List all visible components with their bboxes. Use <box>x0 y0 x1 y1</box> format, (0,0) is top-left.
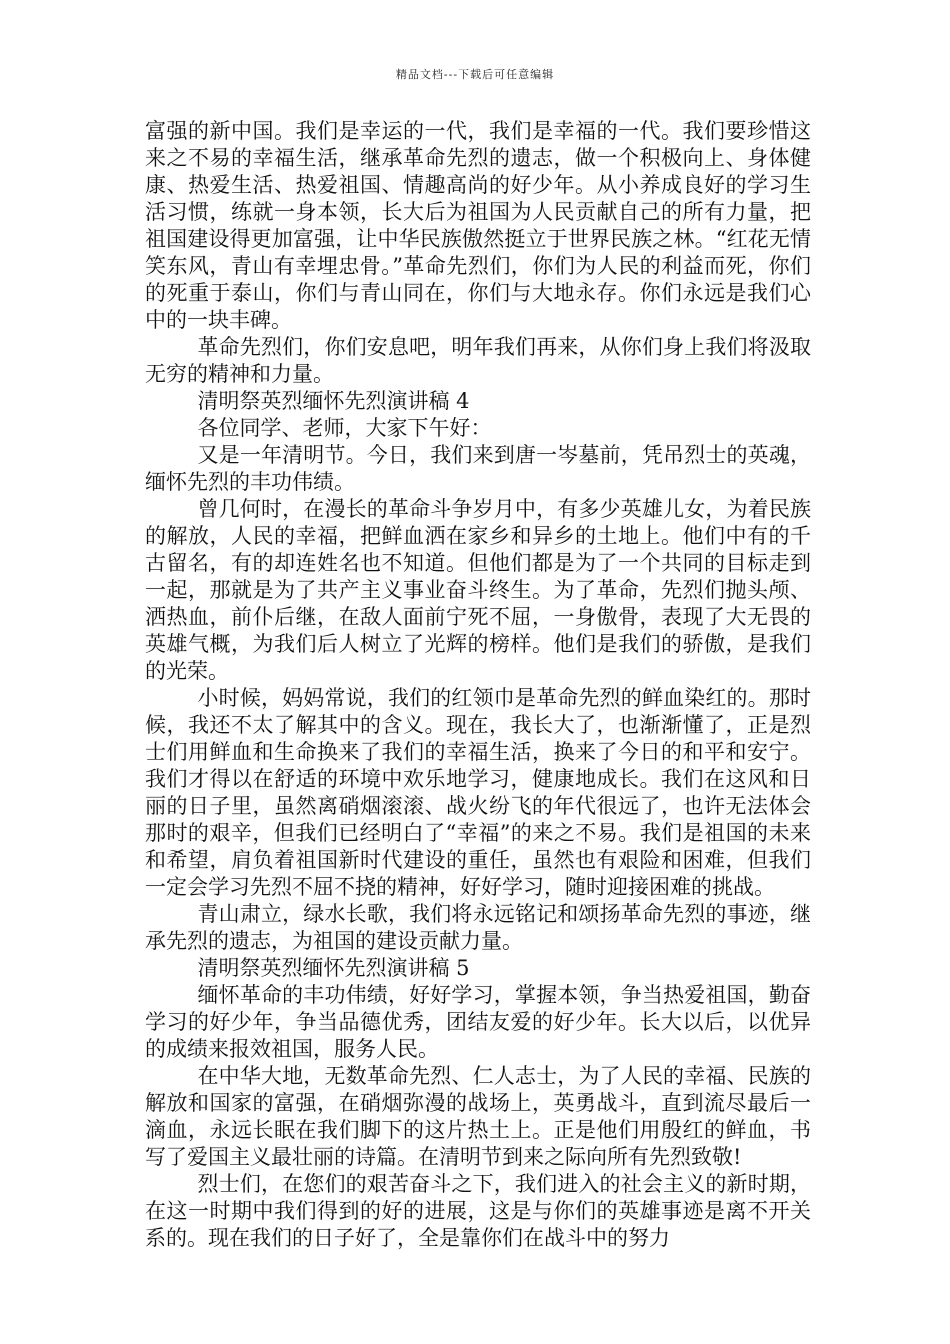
section-title: 清明祭英烈缅怀先烈演讲稿 4 <box>197 389 470 413</box>
paragraph: 富强的新中国。我们是幸运的一代，我们是幸福的一代。我们要珍惜这来之不易的幸福生活，继承革命先烈的遗志，做一个积极向上、身体健康、热爱生活、热爱祖国、情趣高尚的好少年。从小养成良好的学习生活习惯，练就一身本领，长大后为祖国为人民贡献自己的所有力量，把祖国建设得更加富强，让中华民族傲然挺立于世界民族之林。“红花无情笑东风，青山有幸埋忠骨。”革命先烈们，你们为人民的利益而死，你们的死重于泰山，你们与青山同在，你们与大地永存。你们永远是我们心中的一块丰碑。 <box>145 119 811 332</box>
paragraph: 青山肃立，绿水长歌，我们将永远铭记和颂扬革命先烈的事迹，继承先烈的遗志，为祖国的建设贡献力量。 <box>145 902 811 953</box>
page-header: 精品文档---下载后可任意编辑 <box>395 68 555 81</box>
paragraph: 曾几何时，在漫长的革命斗争岁月中，有多少英雄儿女，为着民族的解放，人民的幸福，把鲜血洒在家乡和异乡的土地上。他们中有的千古留名，有的却连姓名也不知道。但他们都是为了一个共同的目标走到一起，那就是为了共产主义事业奋斗终生。为了革命，先烈们抛头颅、洒热血，前仆后继，在敌人面前宁死不屈，一身傲骨，表现了大无畏的英雄气概，为我们后人树立了光辉的榜样。他们是我们的骄傲，是我们的光荣。 <box>145 497 811 683</box>
paragraph: 烈士们，在您们的艰苦奋斗之下，我们进入的社会主义的新时期，在这一时期中我们得到的好的进展，这是与你们的英雄事迹是离不开关系的。现在我们的日子好了，全是靠你们在战斗中的努力 <box>145 1172 811 1250</box>
greeting: 各位同学、老师，大家下午好： <box>197 416 492 440</box>
paragraph: 在中华大地，无数革命先烈、仁人志士，为了人民的幸福、民族的解放和国家的富强，在硝烟弥漫的战场上，英勇战斗，直到流尽最后一滴血，永远长眠在我们脚下的这片热土上。正是他们用殷红的鲜血，书写了爱国主义最壮丽的诗篇。在清明节到来之际向所有先烈致敬! <box>145 1064 811 1169</box>
paragraph: 又是一年清明节。今日，我们来到唐一岑墓前，凭吊烈士的英魂，缅怀先烈的丰功伟绩。 <box>145 443 811 494</box>
paragraph: 革命先烈们，你们安息吧，明年我们再来，从你们身上我们将汲取无穷的精神和力量。 <box>145 335 811 386</box>
paragraph: 缅怀革命的丰功伟绩，好好学习，掌握本领，争当热爱祖国，勤奋学习的好少年，争当品德优秀，团结友爱的好少年。长大以后，以优异的成绩来报效祖国，服务人民。 <box>145 983 811 1061</box>
section-title: 清明祭英烈缅怀先烈演讲稿 5 <box>197 956 470 980</box>
paragraph: 小时候，妈妈常说，我们的红领巾是革命先烈的鲜血染红的。那时候，我还不太了解其中的含义。现在，我长大了，也渐渐懂了，正是烈士们用鲜血和生命换来了我们的幸福生活，换来了今日的和平和安宁。我们才得以在舒适的环境中欢乐地学习，健康地成长。我们在这风和日丽的日子里，虽然离硝烟滚滚、战火纷飞的年代很远了，也许无法体会那时的艰辛，但我们已经明白了“幸福”的来之不易。我们是祖国的未来和希望，肩负着祖国新时代建设的重任，虽然也有艰险和困难，但我们一定会学习先烈不屈不挠的精神，好好学习，随时迎接困难的挑战。 <box>145 686 811 899</box>
document-body <box>145 118 811 1252</box>
